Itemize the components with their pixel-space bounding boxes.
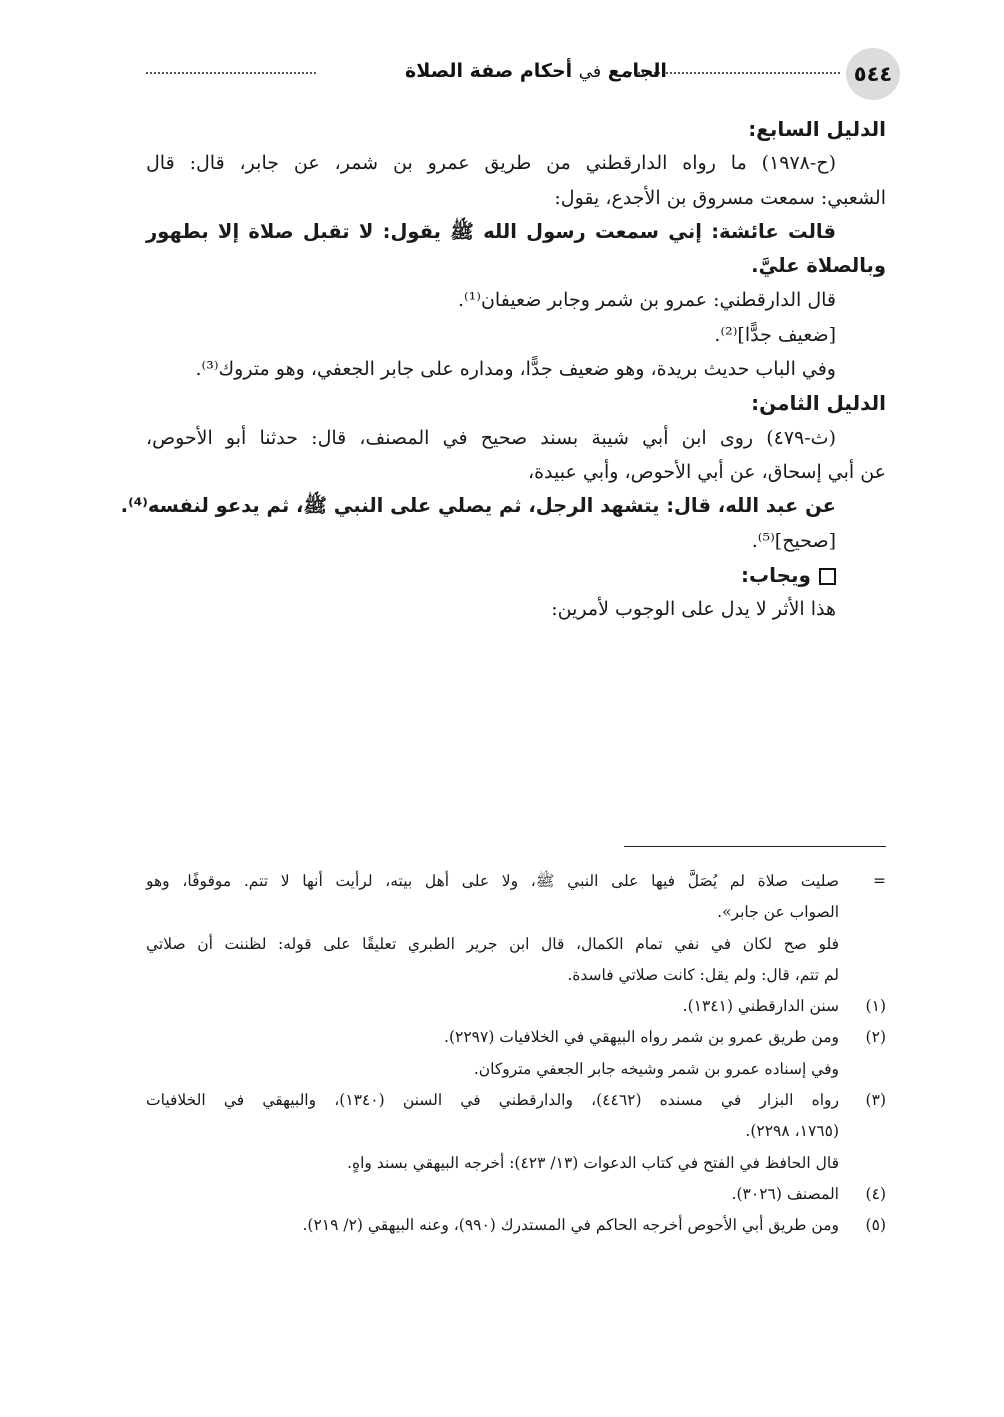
- page-header: [146, 48, 892, 100]
- footnote-line: [146, 1085, 886, 1116]
- footnote-text: المصنف (٣٠٢٦).: [731, 1184, 839, 1203]
- body-line-text: وبالصلاة عليَّ.: [751, 254, 886, 278]
- checkbox-square-icon: [819, 568, 836, 585]
- footnote-line: [146, 929, 886, 960]
- footnote-marker: (٥): [865, 1216, 886, 1235]
- footnote-line: [146, 1116, 886, 1147]
- body-line: [146, 421, 886, 455]
- body-line: [146, 283, 886, 317]
- footnote-text: وفي إسناده عمرو بن شمر وشيخه جابر الجعفي متروكان.: [473, 1059, 839, 1078]
- body-line: [120, 489, 886, 523]
- footnote-text: الصواب عن جابر».: [717, 903, 839, 922]
- footnote-text: سنن الدارقطني (١٣٤١).: [682, 997, 839, 1016]
- body-line-text: عن عبد الله، قال: يتشهد الرجل، ثم يصلي على النبي ﷺ، ثم يدعو لنفسه⁽⁴⁾.: [120, 494, 836, 518]
- section-heading: [146, 558, 886, 592]
- footnote-separator: [624, 846, 886, 847]
- header-dotted-rule-left: [146, 72, 316, 74]
- body-line: [146, 592, 886, 626]
- footnote-marker: =: [873, 872, 886, 890]
- footnote-line: [146, 960, 886, 991]
- running-title-preposition: في: [578, 62, 602, 82]
- body-line: [146, 146, 886, 180]
- body-line: [146, 215, 886, 249]
- body-line-text: وفي الباب حديث بريدة، وهو ضعيف جدًّا، ومداره على جابر الجعفي، وهو متروك⁽³⁾.: [195, 358, 836, 381]
- footnote-text: فلو صح لكان في نفي تمام الكمال، قال ابن جرير الطبري تعليقًا على قوله: لظننت أن صلاتي: [146, 934, 839, 953]
- footnote-marker: (١): [865, 997, 886, 1016]
- body-line-text: (ث-٤٧٩) روى ابن أبي شيبة بسند صحيح في المصنف، قال: حدثنا أبو الأحوص،: [146, 426, 836, 449]
- body-line-text: هذا الأثر لا يدل على الوجوب لأمرين:: [551, 598, 836, 621]
- body-line: [146, 524, 886, 558]
- footnote-text: ومن طريق أبي الأحوص أخرجه الحاكم في المستدرك (٩٩٠)، وعنه البيهقي (٢/ ٢١٩).: [302, 1216, 839, 1235]
- body-line-text: قالت عائشة: إني سمعت رسول الله ﷺ يقول: لا تقبل صلاة إلا بطهور: [146, 219, 836, 243]
- body-line: [146, 318, 886, 352]
- footnote-line: [146, 897, 886, 928]
- body-line-text: الدليل السابع:: [748, 117, 886, 141]
- footnote-text: رواه البزار في مسنده (٤٤٦٢)، والدارقطني في السنن (١٣٤٠)، والبيهقي في الخلافيات: [146, 1091, 839, 1110]
- body-line: [146, 249, 886, 283]
- running-title: [326, 56, 746, 87]
- section-heading: [146, 112, 886, 146]
- body-line: [146, 352, 886, 386]
- footnote-line: [146, 1210, 886, 1241]
- body-line-text: الشعبي: سمعت مسروق بن الأجدع، يقول:: [554, 186, 886, 209]
- body-line-text: قال الدارقطني: عمرو بن شمر وجابر ضعيفان⁽¹⁾.: [457, 289, 836, 312]
- running-title-main: الجامع: [607, 60, 667, 82]
- body-line-text: [ضعيف جدًّا]⁽²⁾.: [714, 323, 836, 346]
- main-text: [120, 112, 886, 626]
- footnote-marker: (٤): [865, 1184, 886, 1203]
- running-title-rest: أحكام صفة الصلاة: [405, 60, 573, 82]
- footnote-text: قال الحافظ في الفتح في كتاب الدعوات (١٣/ ٤٢٣): أخرجه البيهقي بسند واهٍ.: [347, 1153, 839, 1172]
- footnote-text: ومن طريق عمرو بن شمر رواه البيهقي في الخلافيات (٢٢٩٧).: [444, 1028, 839, 1047]
- footnote-line: [146, 1054, 886, 1085]
- footnote-line: [146, 1179, 886, 1210]
- body-line: [146, 455, 886, 489]
- footnote-marker: (٣): [865, 1091, 886, 1110]
- footnote-line: [146, 991, 886, 1022]
- footnote-line: [146, 1148, 886, 1179]
- page-number-badge: ٥٤٤: [846, 48, 900, 100]
- footnote-text: لم تتم، قال: ولم يقل: كانت صلاتي فاسدة.: [567, 965, 839, 984]
- body-line-text: الدليل الثامن:: [751, 391, 886, 416]
- footnote-line: [146, 866, 886, 897]
- footnote-line: [146, 1022, 886, 1053]
- section-heading: [146, 386, 886, 420]
- footnote-marker: (٢): [865, 1028, 886, 1047]
- footnote-text: صليت صلاة لم يُصَلَّ فيها على النبي ﷺ، ولا على أهل بيته، لرأيت أنها لا تتم. موقوفًا، وهو: [146, 872, 839, 890]
- body-line: [146, 181, 886, 215]
- body-line-text: عن أبي إسحاق، عن أبي الأحوص، وأبي عبيدة،: [527, 460, 886, 483]
- body-line-text: ويجاب:: [741, 562, 811, 587]
- footnote-text: (١٧٦٥، ٢٢٩٨).: [745, 1122, 839, 1141]
- footnotes: [146, 866, 886, 1242]
- body-line-text: [صحيح]⁽⁵⁾.: [751, 529, 836, 552]
- body-line-text: (ح-١٩٧٨) ما رواه الدارقطني من طريق عمرو بن شمر، عن جابر، قال: قال: [146, 152, 836, 175]
